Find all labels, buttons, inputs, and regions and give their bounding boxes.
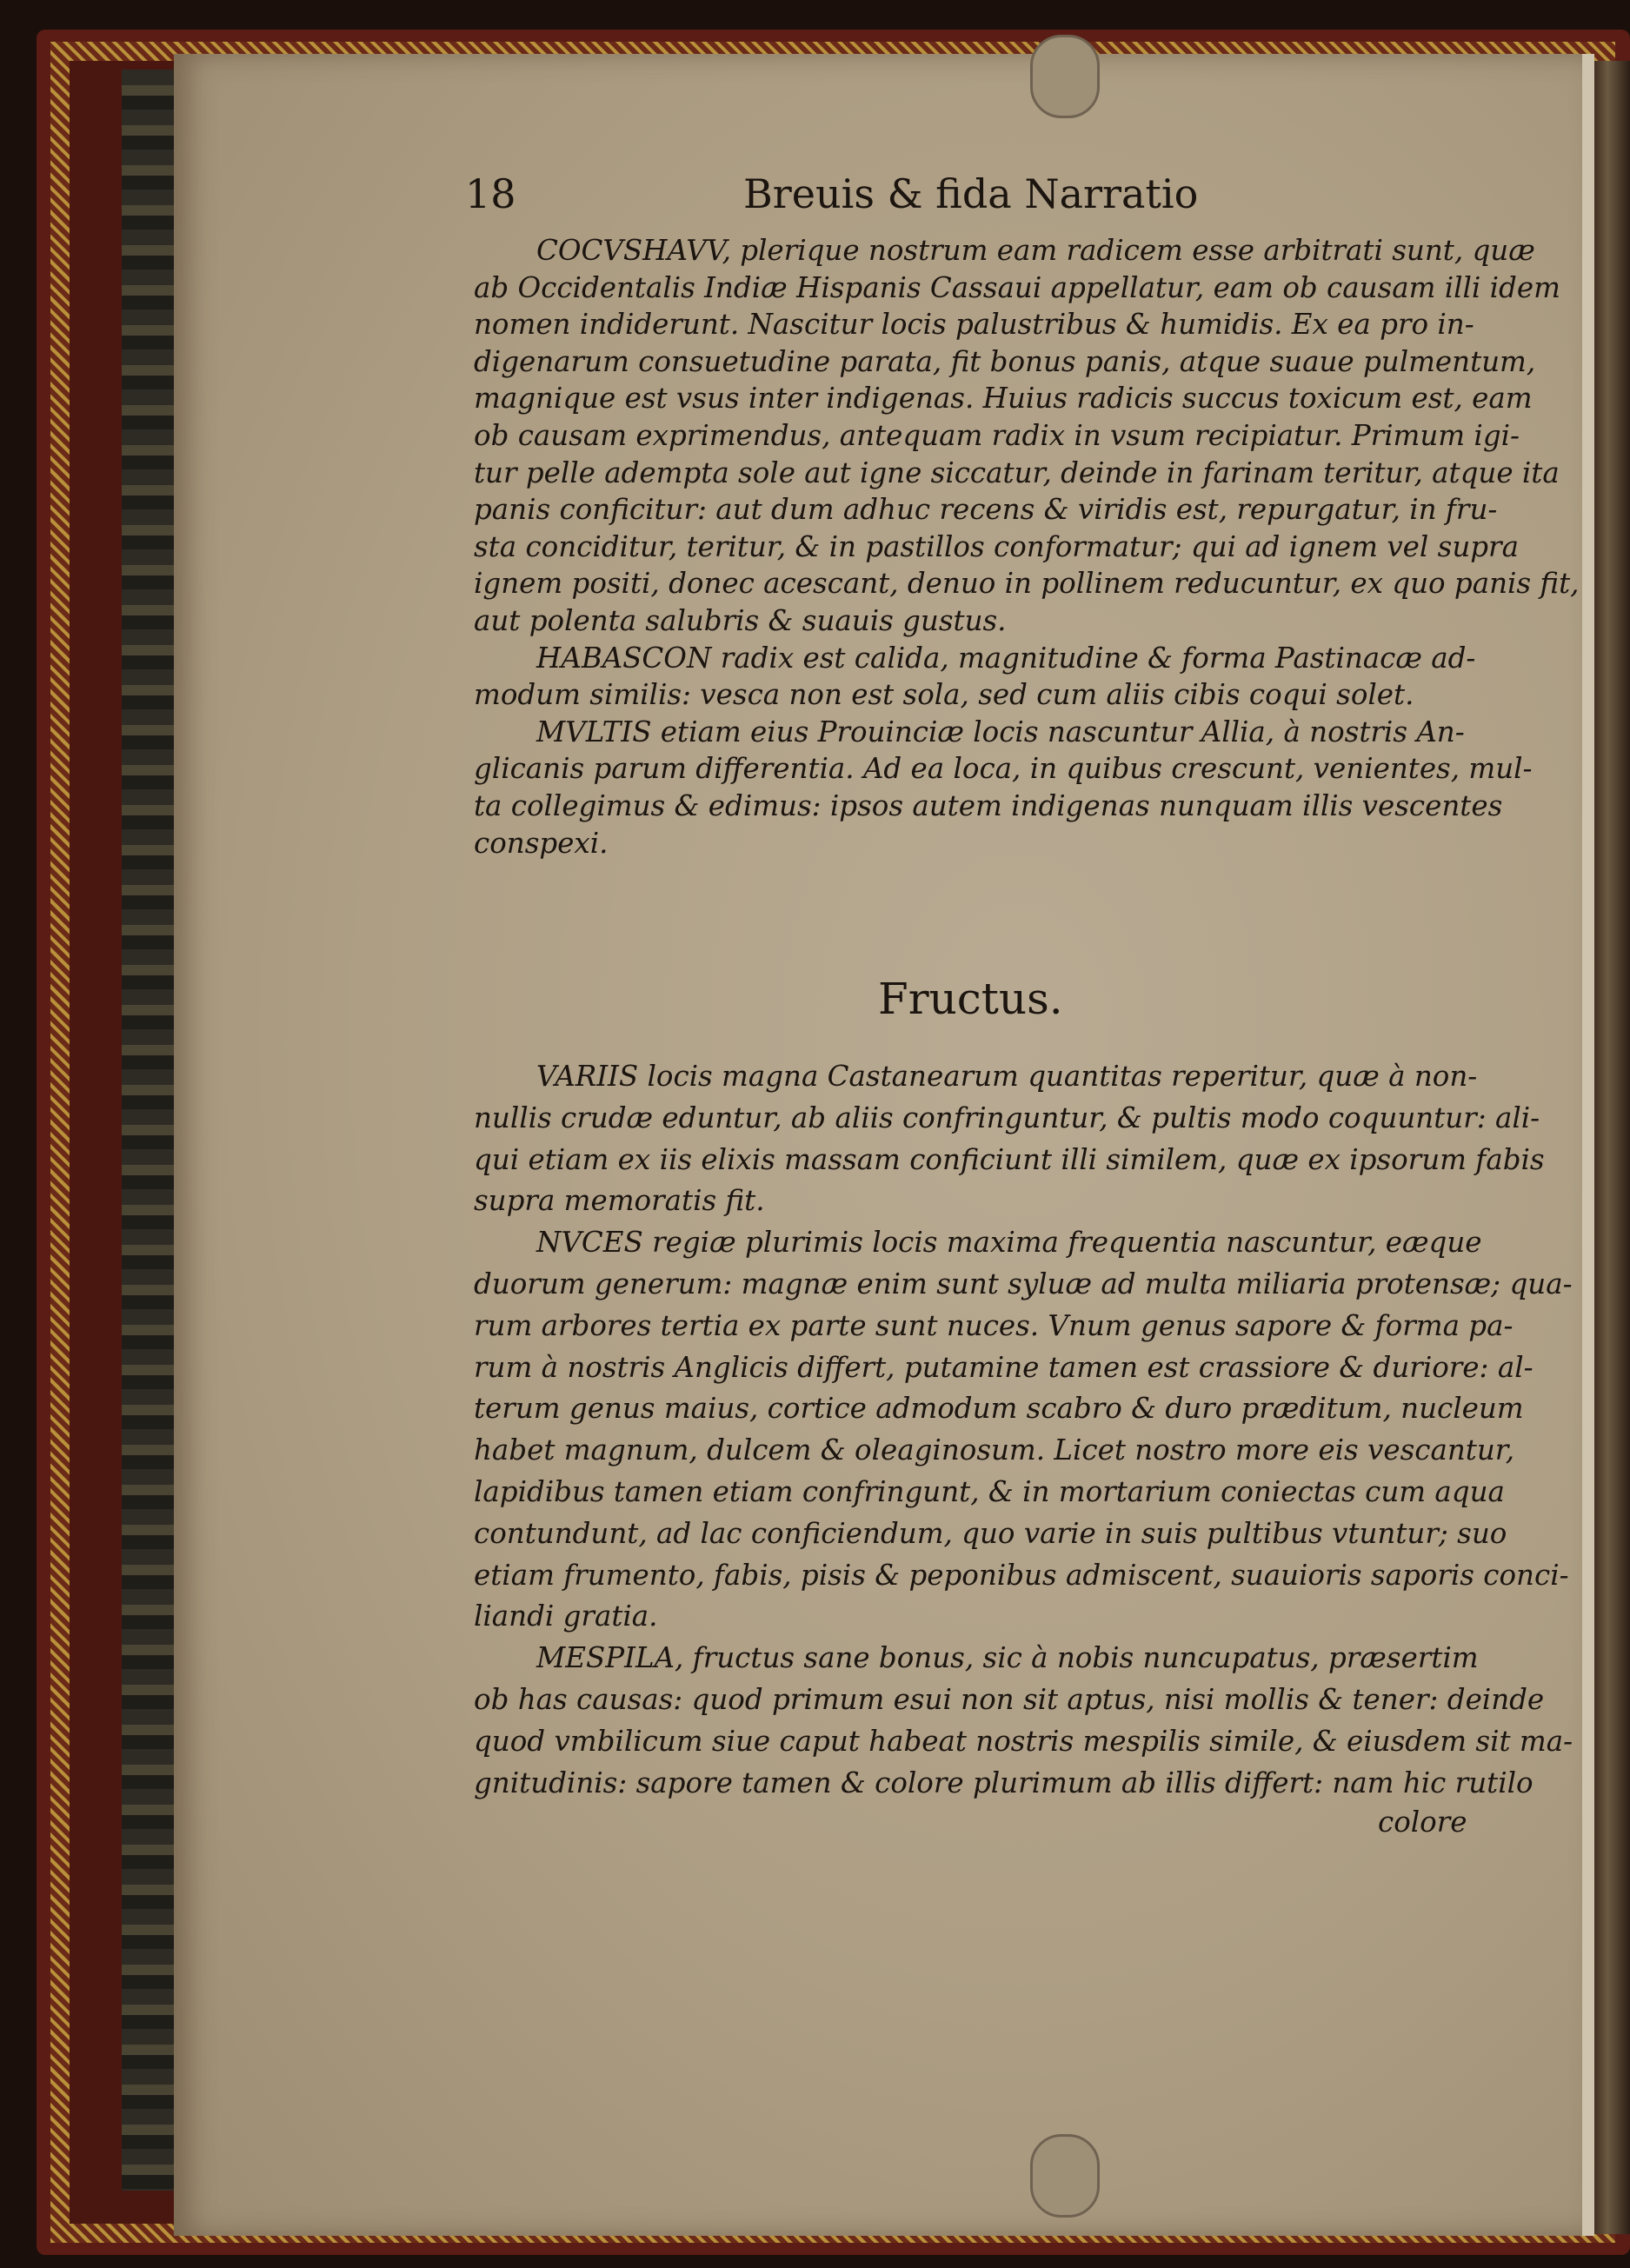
text-line: rum à nostris Anglicis differt, putamine tamen est crassiore & duriore: al- (474, 1350, 1534, 1384)
text-line: duorum generum: magnæ enim sunt syluæ ad multa miliaria protensæ; qua- (474, 1267, 1573, 1300)
top-clip-tab (1030, 35, 1100, 118)
text-line: qui etiam ex iis elixis massam conficiunt illi similem, quæ ex ipsorum fabis (474, 1142, 1545, 1176)
text-line: habet magnum, dulcem & oleaginosum. Licet nostro more eis vescantur, (474, 1433, 1515, 1467)
text-line: gnitudinis: sapore tamen & colore plurimum ab illis differt: nam hic rutilo (474, 1766, 1534, 1799)
text-line: contundunt, ad lac conficiendum, quo varie in suis pultibus vtuntur; suo (474, 1516, 1507, 1550)
text-line: ignem positi, donec acescant, denuo in pollinem reducuntur, ex quo panis fit, (474, 567, 1580, 601)
text-line: MESPILA, fructus sane bonus, sic à nobis nuncupatus, præsertim (536, 1641, 1479, 1675)
text-line: quod vmbilicum siue caput habeat nostris mespilis simile, & eiusdem sit ma- (474, 1724, 1573, 1758)
text-line: liandi gratia. (474, 1600, 658, 1633)
text-line: MVLTIS etiam eius Prouinciæ locis nascuntur Allia, à nostris An- (536, 715, 1465, 748)
text-line: nullis crudæ eduntur, ab aliis confringuntur, & pultis modo coquuntur: ali- (474, 1101, 1540, 1134)
text-line: conspexi. (474, 826, 609, 860)
text-line: ab Occidentalis Indiæ Hispanis Cassaui appellatur, eam ob causam illi idem (474, 270, 1560, 304)
text-line: supra memoratis fit. (474, 1184, 765, 1218)
page-edges (1593, 61, 1630, 2234)
running-title: Breuis & fida Narratio (743, 170, 1199, 217)
text-line: ob has causas: quod primum esui non sit aptus, nisi mollis & tener: deinde (474, 1683, 1545, 1716)
catchword: colore (1378, 1806, 1467, 1839)
text-line: HABASCON radix est calida, magnitudine & forma Pastinacæ ad- (536, 641, 1476, 675)
text-line: ta collegimus & edimus: ipsos autem indigenas nunquam illis vescentes (474, 789, 1503, 822)
text-line: nomen indiderunt. Nascitur locis palustribus & humidis. Ex ea pro in- (474, 308, 1474, 342)
text-line: terum genus maius, cortice admodum scabro & duro præditum, nucleum (474, 1392, 1524, 1426)
text-line: panis conficitur: aut dum adhuc recens & viridis est, repurgatur, in fru- (474, 493, 1498, 527)
text-line: modum similis: vesca non est sola, sed cum aliis cibis coqui solet. (474, 678, 1414, 712)
text-line: sta conciditur, teritur, & in pastillos conformatur; qui ad ignem vel supra (474, 529, 1519, 563)
text-line: NVCES regiæ plurimis locis maxima frequentia nascuntur, eæque (536, 1226, 1482, 1260)
page-number: 18 (465, 170, 516, 217)
text-line: COCVSHAVV, plerique nostrum eam radicem esse arbitrati sunt, quæ (536, 234, 1535, 267)
text-line: VARIIS locis magna Castanearum quantitas reperitur, quæ à non- (536, 1060, 1478, 1093)
text-line: rum arbores tertia ex parte sunt nuces. Vnum genus sapore & forma pa- (474, 1308, 1514, 1342)
text-line: tur pelle adempta sole aut igne siccatur, deinde in farinam teritur, atque ita (474, 456, 1560, 489)
text-line: aut polenta salubris & suauis gustus. (474, 604, 1007, 637)
text-line: glicanis parum differentia. Ad ea loca, in quibus crescunt, venientes, mul- (474, 752, 1533, 786)
text-line: magnique est vsus inter indigenas. Huius radicis succus toxicum est, eam (474, 382, 1533, 416)
section-heading: Fructus. (878, 974, 1063, 1024)
text-line: ob causam exprimendus, antequam radix in vsum recipiatur. Primum igi- (474, 419, 1520, 452)
text-line: digenarum consuetudine parata, fit bonus panis, atque suaue pulmentum, (474, 344, 1536, 378)
marbled-endpaper (122, 70, 174, 2191)
text-line: lapidibus tamen etiam confringunt, & in mortarium coniectas cum aqua (474, 1475, 1505, 1508)
text-line: etiam frumento, fabis, pisis & peponibus admiscent, suauioris saporis conci- (474, 1558, 1569, 1592)
bottom-clip-tab (1030, 2134, 1100, 2218)
